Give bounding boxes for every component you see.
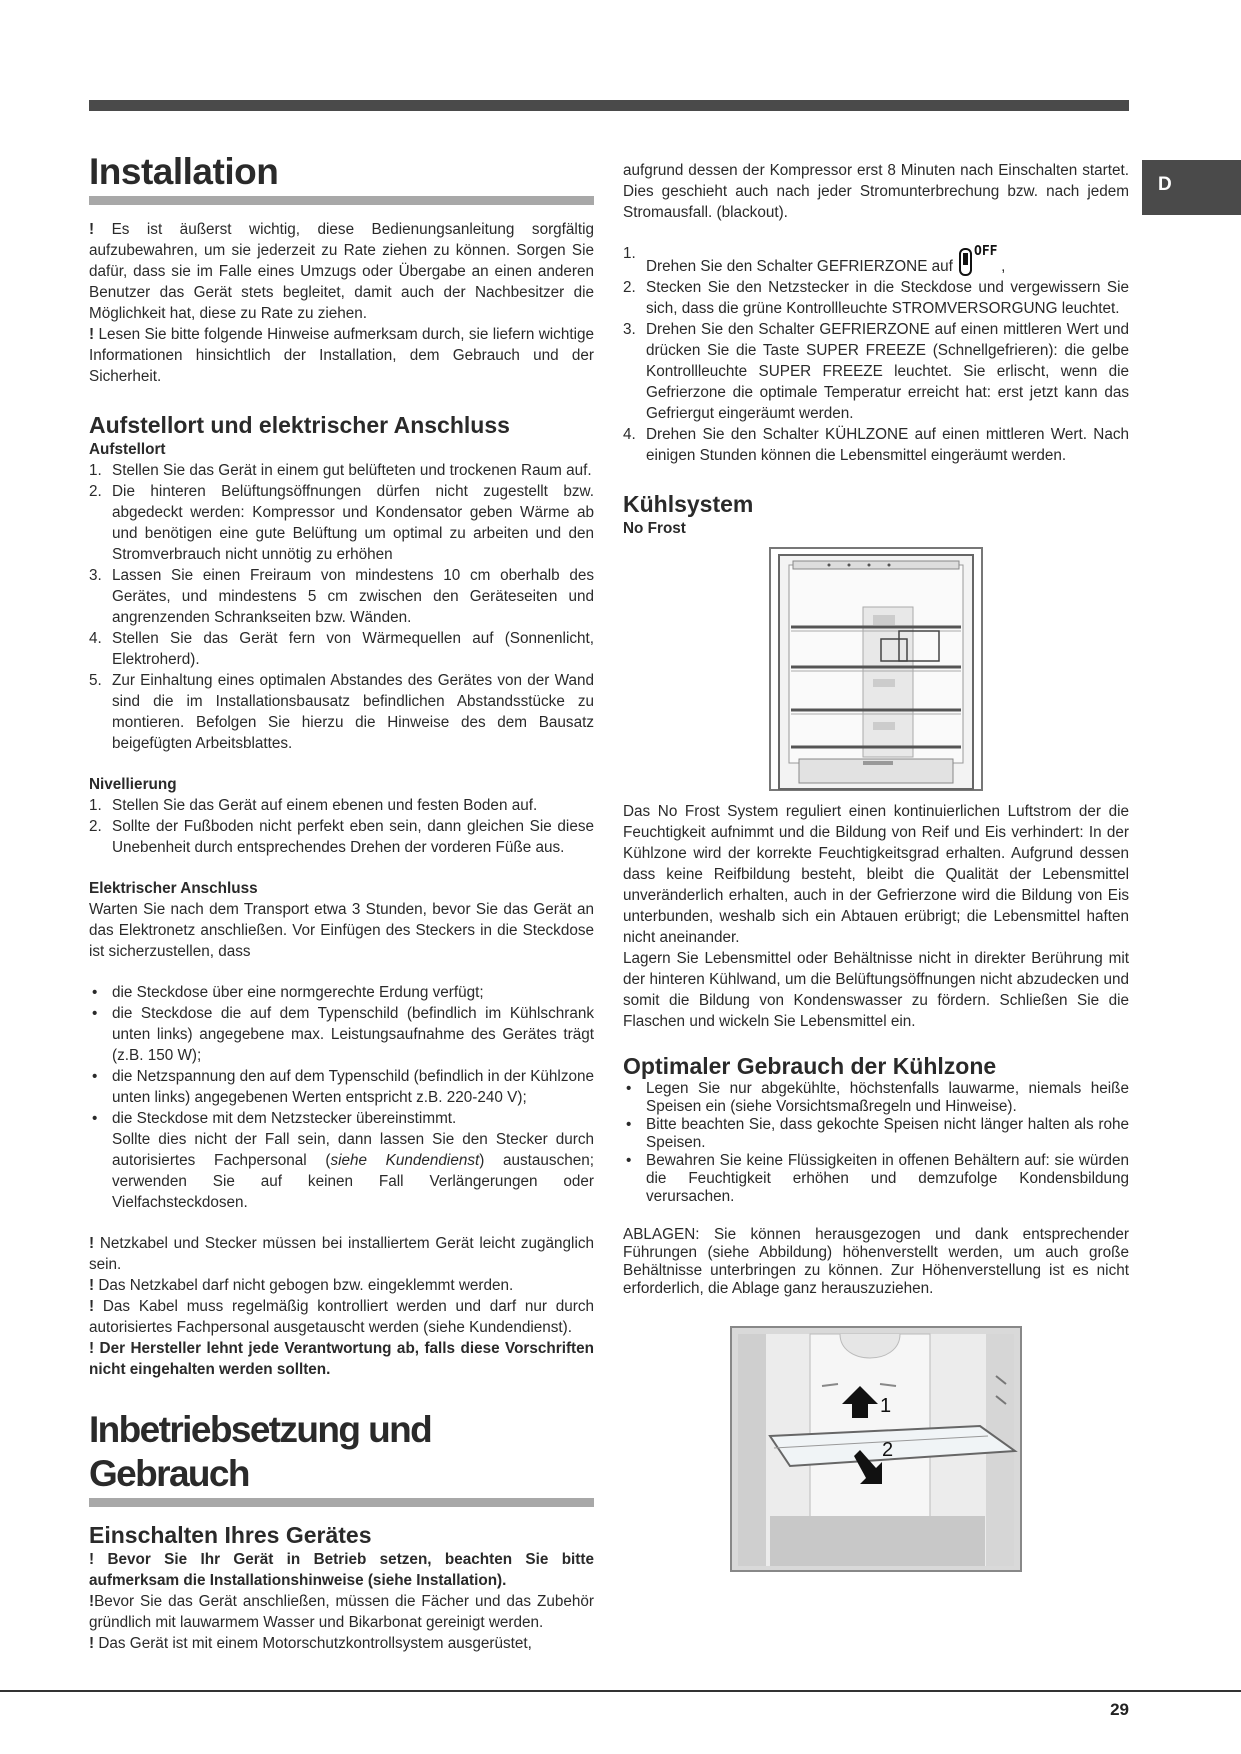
warning-2: ! Das Netzkabel darf nicht gebogen bzw. eingeklemmt werden. xyxy=(89,1277,514,1294)
aufstellort-list xyxy=(89,460,594,754)
nofrost-paragraph-2: Lagern Sie Lebensmittel oder Behältnisse nicht in direkter Berührung mit der hinteren Kühlwand, um die Belüftungsöffnungen nicht abzudecken und somit die Bildung von Kondenswasser zu fördern. Schließen Sie die Flaschen und wickeln Sie Lebensmittel ein. xyxy=(623,950,1129,1030)
warning-1: ! Netzkabel und Stecker müssen bei installiertem Gerät leicht zugänglich sein. xyxy=(89,1235,594,1273)
shelf-adjustment-illustration xyxy=(730,1326,1022,1572)
fridge-interior-illustration xyxy=(769,547,983,791)
list-item: 1. Drehen Sie den Schalter GEFRIERZONE auf OFF , xyxy=(623,244,1006,275)
list-item: 5. Zur Einhaltung eines optimalen Abstandes des Gerätes von der Wand sind die im Installationsbausatz befindlichen Abstandsstücke zu montieren. Befolgen Sie hierzu die Hinweise des dem Bausatz beigefügten Arbeitsblattes. xyxy=(89,672,594,752)
installation-paragraph-2: ! Lesen Sie bitte folgende Hinweise aufmerksam durch, sie liefern wichtige Informationen hinsichtlich der Installation, dem Gebrauch und der Sicherheit. xyxy=(89,326,594,385)
warning-3: ! Das Kabel muss regelmäßig kontrolliert werden und darf nur durch autorisiertes Fachpersonal ausgetauscht werden (siehe Kundendienst). xyxy=(89,1298,594,1336)
elektrischer-note: Sollte dies nicht der Fall sein, dann lassen Sie den Stecker durch autorisiertes Fachpersonal (siehe Kundendienst) austauschen; verwenden Sie auf keinen Fall Verlängerungen oder Vielfachsteckdosen. xyxy=(112,1131,594,1211)
list-item: 4. Drehen Sie den Schalter KÜHLZONE auf einen mittleren Wert. Nach einigen Stunden können die Lebensmittel eingeräumt werden. xyxy=(623,426,1129,464)
list-item: 1. Stellen Sie das Gerät in einem gut belüfteten und trockenen Raum auf. xyxy=(89,462,592,479)
list-item: 2. Sollte der Fußboden nicht perfekt eben sein, dann gleichen Sie diese Unebenheit durch entsprechendes Drehen der vorderen Füße aus. xyxy=(89,818,594,856)
nofrost-subheading: No Frost xyxy=(623,520,686,537)
left-column xyxy=(89,150,594,1654)
elektrischer-bullets xyxy=(89,982,594,1129)
aufstellort-subheading: Aufstellort xyxy=(89,441,166,458)
elektrischer-heading: Elektrischer Anschluss xyxy=(89,880,258,897)
header-bar xyxy=(89,100,1129,111)
list-item: 3. Drehen Sie den Schalter GEFRIERZONE auf einen mittleren Wert und drücken Sie die Taste SUPER FREEZE (Schnellgefrieren): die gelbe Kontrollleuchte SUPER FREEZE leuchtet. Sie erlischt, wenn die Gefrierzone die optimale Temperatur erreicht hat: erst jetzt kann das Gefriergut eingeräumt werden. xyxy=(623,321,1129,422)
kuehlsystem-heading: Kühlsystem xyxy=(623,491,754,517)
list-item: 2. Stecken Sie den Netzstecker in die Steckdose und vergewissern Sie sich, dass die grüne Kontrollleuchte STROMVERSORGUNG leuchtet. xyxy=(623,279,1129,317)
einschalten-heading: Einschalten Ihres Gerätes xyxy=(89,1522,372,1548)
list-item: • Bewahren Sie keine Flüssigkeiten in offenen Behältern auf: sie würden die Feuchtigkeit erhöhen und demzufolge Kondensbildung verursachen. xyxy=(626,1152,1129,1205)
installation-title: Installation xyxy=(89,150,594,205)
einschalten-bold-note: ! Bevor Sie Ihr Gerät in Betrieb setzen, beachten Sie bitte aufmerksam die Installationshinweise (siehe Installation). xyxy=(89,1551,594,1589)
off-label: OFF xyxy=(974,244,998,259)
step-label-1: 1 xyxy=(880,1395,892,1417)
optimal-heading: Optimaler Gebrauch der Kühlzone xyxy=(623,1053,997,1079)
list-item: • die Steckdose die auf dem Typenschild (befindlich im Kühlschrank unten links) angegebene max. Leistungsaufnahme des Gerätes trägt (z.B. 150 W); xyxy=(92,1005,594,1064)
step-label-2: 2 xyxy=(882,1439,894,1461)
continuation-paragraph: aufgrund dessen der Kompressor erst 8 Minuten nach Einschalten startet. Dies geschieht auch nach jeder Stromunterbrechung bzw. nach jedem Stromausfall. (blackout). xyxy=(623,162,1129,221)
right-column xyxy=(623,160,1129,1572)
warning-bold: ! Der Hersteller lehnt jede Verantwortung ab, falls diese Vorschriften nicht eingehalten werden sollten. xyxy=(89,1340,594,1378)
list-item: • Bitte beachten Sie, dass gekochte Speisen nicht länger halten als rohe Speisen. xyxy=(626,1116,1129,1151)
nofrost-paragraph-1: Das No Frost System reguliert einen kontinuierlichen Luftstrom der die Feuchtigkeit aufnimmt und die Bildung von Reif und Eis verhindert: In der Kühlzone wird der korrekte Feuchtigkeitsgrad erhalten. Aufgrund dessen dass keine Reifbildung besteht, bleibt die Qualität der Lebensmittel unveränderlich erhalten, auch in der Gefrierzone wird die Bildung von Eis unterbunden, weshalb sich ein Abtauen erübrigt; die Lebensmittel haften nicht aneinander. xyxy=(623,803,1129,946)
elektrischer-paragraph: Warten Sie nach dem Transport etwa 3 Stunden, bevor Sie das Gerät an das Elektronetz anschließen. Vor Einfügen des Steckers in die Steckdose ist sicherzustellen, dass xyxy=(89,901,594,960)
list-item: • die Netzspannung den auf dem Typenschild (befindlich in der Kühlzone unten links) angegebenen Werten entspricht z.B. 220-240 V); xyxy=(92,1068,594,1106)
list-item: 3. Lassen Sie einen Freiraum von mindestens 10 cm oberhalb des Gerätes, und mindestens 5 cm zwischen den Geräteseiten und angrenzenden Schrankseiten bzw. Wänden. xyxy=(89,567,594,626)
optimal-bullets xyxy=(623,1080,1129,1206)
off-switch-icon xyxy=(959,243,999,277)
einschalten-paragraph-1: !Bevor Sie das Gerät anschließen, müssen die Fächer und das Zubehör gründlich mit lauwarmem Wasser und Bikarbonat gereinigt werden. xyxy=(89,1593,594,1631)
list-item: 1. Stellen Sie das Gerät auf einem ebenen und festen Boden auf. xyxy=(89,797,538,814)
nivellierung-heading: Nivellierung xyxy=(89,776,177,793)
nivellierung-list xyxy=(89,795,594,858)
inbetrieb-title: Inbetriebsetzung und Gebrauch xyxy=(89,1408,594,1507)
installation-paragraph-1: ! Es ist äußerst wichtig, diese Bedienungsanleitung sorgfältig aufzubewahren, um sie jederzeit zu Rate ziehen zu können. Sorgen Sie dafür, dass sie im Falle eines Umzugs oder Übergabe an einen anderen Benutzer das Gerät stets begleitet, damit auch der Nachbesitzer die Möglichkeit hat, diese zu Rate zu ziehen. xyxy=(89,221,594,322)
aufstellort-heading: Aufstellort und elektrischer Anschluss xyxy=(89,412,510,438)
list-item: • Legen Sie nur abgekühlte, höchstenfalls lauwarme, niemals heiße Speisen ein (siehe Vorsichtsmaßregeln und Hinweise). xyxy=(626,1080,1129,1115)
ablagen-paragraph: ABLAGEN: Sie können herausgezogen und dank entsprechender Führungen (siehe Abbildung) höhenverstellt werden, um auch große Behältnisse unterbringen zu können. Zur Höhenverstellung ist es nicht erforderlich, die Ablage ganz herauszuziehen. xyxy=(623,1226,1129,1297)
list-item: 4. Stellen Sie das Gerät fern von Wärmequellen auf (Sonnenlicht, Elektroherd). xyxy=(89,630,594,668)
einschalten-steps xyxy=(623,243,1129,466)
footer-line xyxy=(0,1690,1241,1692)
kundendienst-reference: siehe Kundendienst xyxy=(330,1152,480,1169)
list-item: • die Steckdose mit dem Netzstecker übereinstimmt. xyxy=(92,1110,457,1127)
page-number: 29 xyxy=(1110,1700,1129,1719)
list-item: 2. Die hinteren Belüftungsöffnungen dürfen nicht zugestellt bzw. abgedeckt werden: Kompressor und Kondensator geben Wärme ab und benötigen eine gute Belüftung um optimal zu arbeiten und den Stromverbrauch nicht unnötig zu erhöhen xyxy=(89,483,594,563)
einschalten-paragraph-2: ! Das Gerät ist mit einem Motorschutzkontrollsystem ausgerüstet, xyxy=(89,1635,532,1652)
list-item: • die Steckdose über eine normgerechte Erdung verfügt; xyxy=(92,984,484,1001)
language-tab: D xyxy=(1142,160,1241,215)
